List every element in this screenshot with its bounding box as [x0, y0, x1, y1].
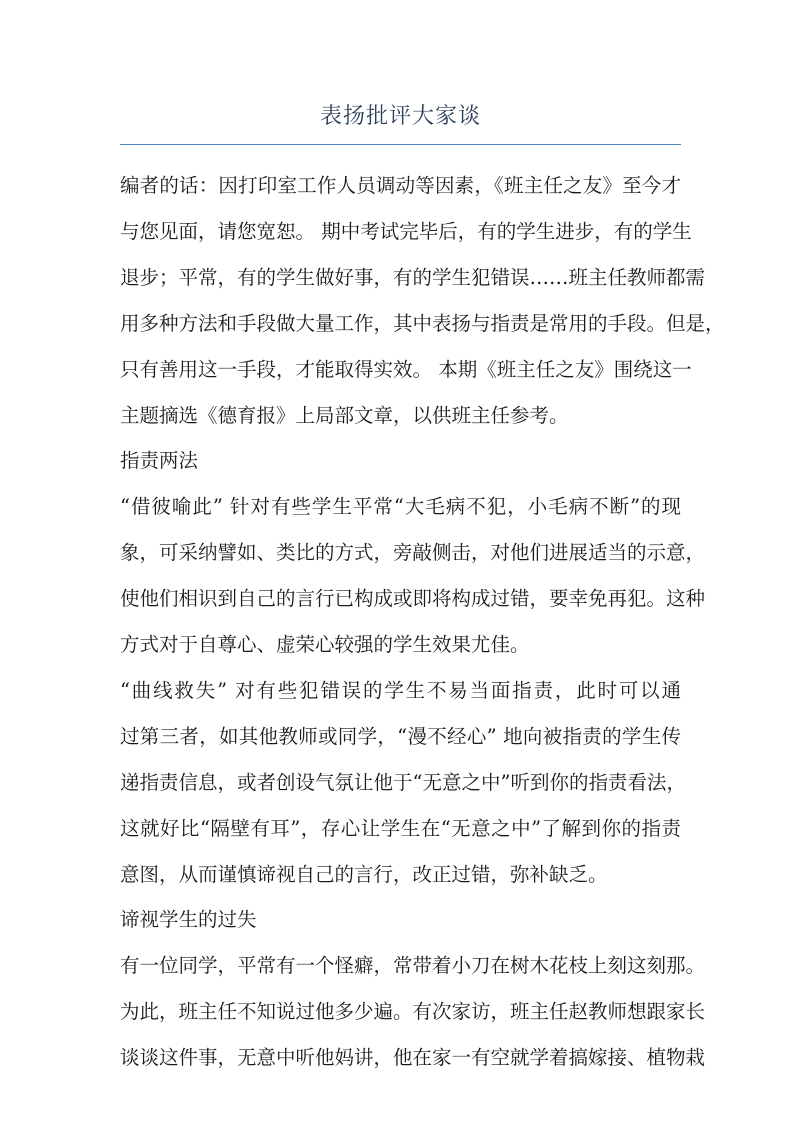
section1-para2-line-2: 过第三者，如其他教师或同学，“漫不经心” 地向被指责的学生传 [120, 725, 681, 748]
section1-para2-line-1: “曲线救失” 对有些犯错误的学生不易当面指责，此时可以通 [120, 679, 681, 702]
section-heading-student-faults: 谛视学生的过失 [120, 908, 257, 931]
intro-line-2: 与您见面，请您宽恕。 期中考试完毕后，有的学生进步，有的学生 [120, 220, 692, 243]
section1-para1-line-1: “借彼喻此” 针对有些学生平常“大毛病不犯，小毛病不断”的现 [120, 495, 681, 518]
intro-line-4: 用多种方法和手段做大量工作，其中表扬与指责是常用的手段。但是， [120, 312, 725, 335]
section2-para-line-3: 谈谈这件事，无意中听他妈讲，他在家一有空就学着搞嫁接、植物栽 [120, 1046, 706, 1069]
intro-line-1: 编者的话：因打印室工作人员调动等因素，《班主任之友》至今才 [120, 174, 681, 197]
intro-line-3: 退步；平常，有的学生做好事，有的学生犯错误……班主任教师都需 [120, 266, 706, 289]
section1-para1-line-4: 方式对于自尊心、虚荣心较强的学生效果尤佳。 [120, 633, 530, 656]
title-underline [120, 144, 681, 145]
intro-line-5: 只有善用这一手段，才能取得实效。 本期《班主任之友》围绕这一 [120, 358, 692, 381]
document-title: 表扬批评大家谈 [319, 104, 481, 129]
intro-line-6: 主题摘选《德育报》上局部文章，以供班主任参考。 [120, 404, 569, 427]
section1-para2-line-3: 递指责信息，或者创设气氛让他于“无意之中”听到你的指责看法， [120, 771, 686, 794]
section-heading-criticism-methods: 指责两法 [120, 449, 199, 472]
section1-para1-line-2: 象，可采纳譬如、类比的方式，旁敲侧击，对他们进展适当的示意， [120, 541, 706, 564]
section2-para-line-1: 有一位同学，平常有一个怪癖，常带着小刀在树木花枝上刻这刻那。 [120, 954, 706, 977]
section1-para1-line-3: 使他们相识到自己的言行已构成或即将构成过错，要幸免再犯。这种 [120, 587, 706, 610]
section1-para2-line-5: 意图，从而谨慎谛视自己的言行，改正过错，弥补缺乏。 [120, 863, 608, 886]
section2-para-line-2: 为此，班主任不知说过他多少遍。有次家访，班主任赵教师想跟家长 [120, 1000, 706, 1023]
section1-para2-line-4: 这就好比“隔壁有耳”，存心让学生在“无意之中”了解到你的指责 [120, 817, 681, 840]
